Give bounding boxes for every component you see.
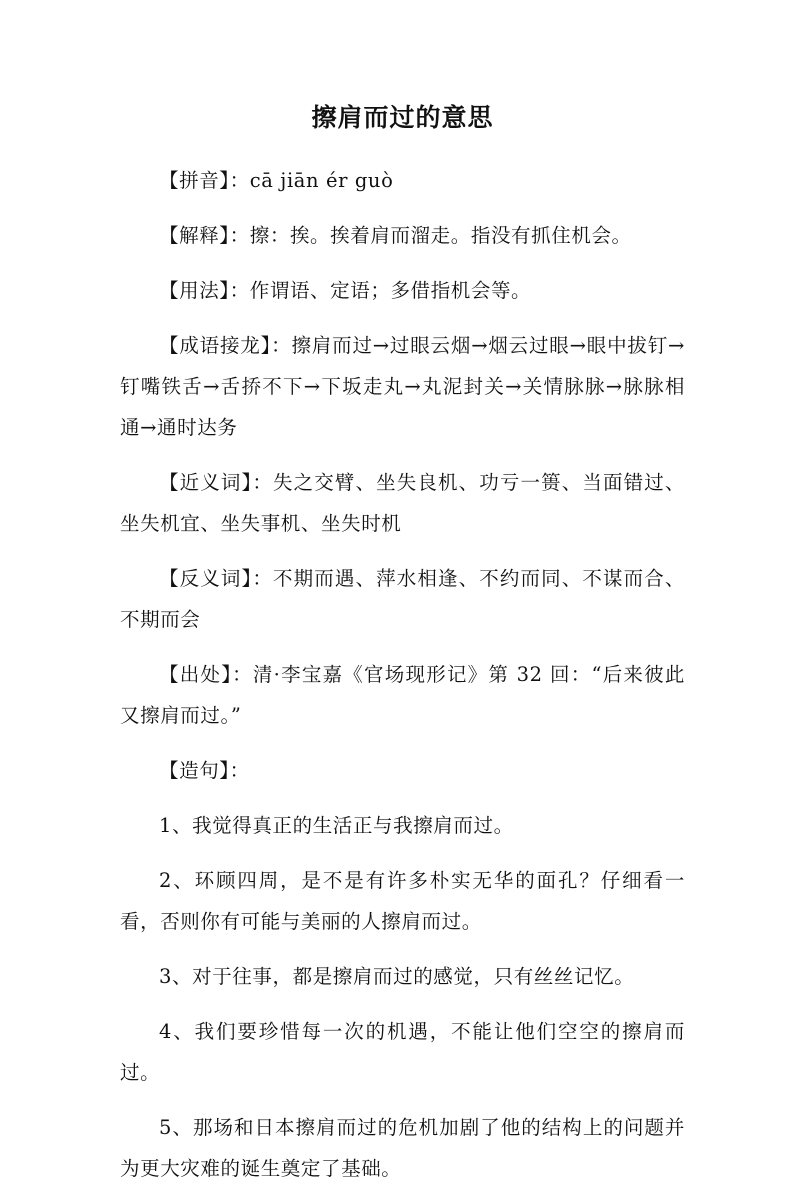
document-page (120, 96, 685, 1203)
example-sentence-4: 4、我们要珍惜每一次的机遇，不能让他们空空的擦肩而过。 (120, 1020, 685, 1084)
source-paragraph: 【出处】：清·李宝嘉《官场现形记》第 32 回：“后来彼此又擦肩而过。” (120, 663, 685, 727)
idiom-chain-paragraph: 【成语接龙】：擦肩而过→过眼云烟→烟云过眼→眼中拔钉→钉嘴铁舌→舌挢不下→下坂走丸→丸泥封关→关情脉脉→脉脉相通→通时达务 (120, 334, 685, 439)
examples-heading: 【造句】： (159, 759, 250, 782)
usage-paragraph: 【用法】：作谓语、定语；多借指机会等。 (159, 279, 532, 302)
document-title: 擦肩而过的意思 (311, 103, 494, 132)
pinyin-paragraph: 【拼音】：cā jiān ér guò (159, 169, 394, 192)
example-sentence-1: 1、我觉得真正的生活正与我擦肩而过。 (159, 814, 514, 837)
synonyms-paragraph: 【近义词】：失之交臂、坐失良机、功亏一篑、当面错过、坐失机宜、坐失事机、坐失时机 (120, 471, 685, 535)
antonyms-paragraph: 【反义词】：不期而遇、萍水相逢、不约而同、不谋而合、不期而会 (120, 567, 685, 631)
example-sentence-5: 5、那场和日本擦肩而过的危机加剧了他的结构上的问题并为更大灾难的诞生奠定了基础。 (120, 1116, 685, 1180)
definition-paragraph: 【解释】：擦：挨。挨着肩而溜走。指没有抓住机会。 (159, 224, 632, 247)
example-sentence-3: 3、对于往事，都是擦肩而过的感觉，只有丝丝记忆。 (159, 965, 635, 988)
example-sentence-2: 2、环顾四周，是不是有许多朴实无华的面孔？仔细看一看，否则你有可能与美丽的人擦肩而过。 (120, 869, 685, 933)
